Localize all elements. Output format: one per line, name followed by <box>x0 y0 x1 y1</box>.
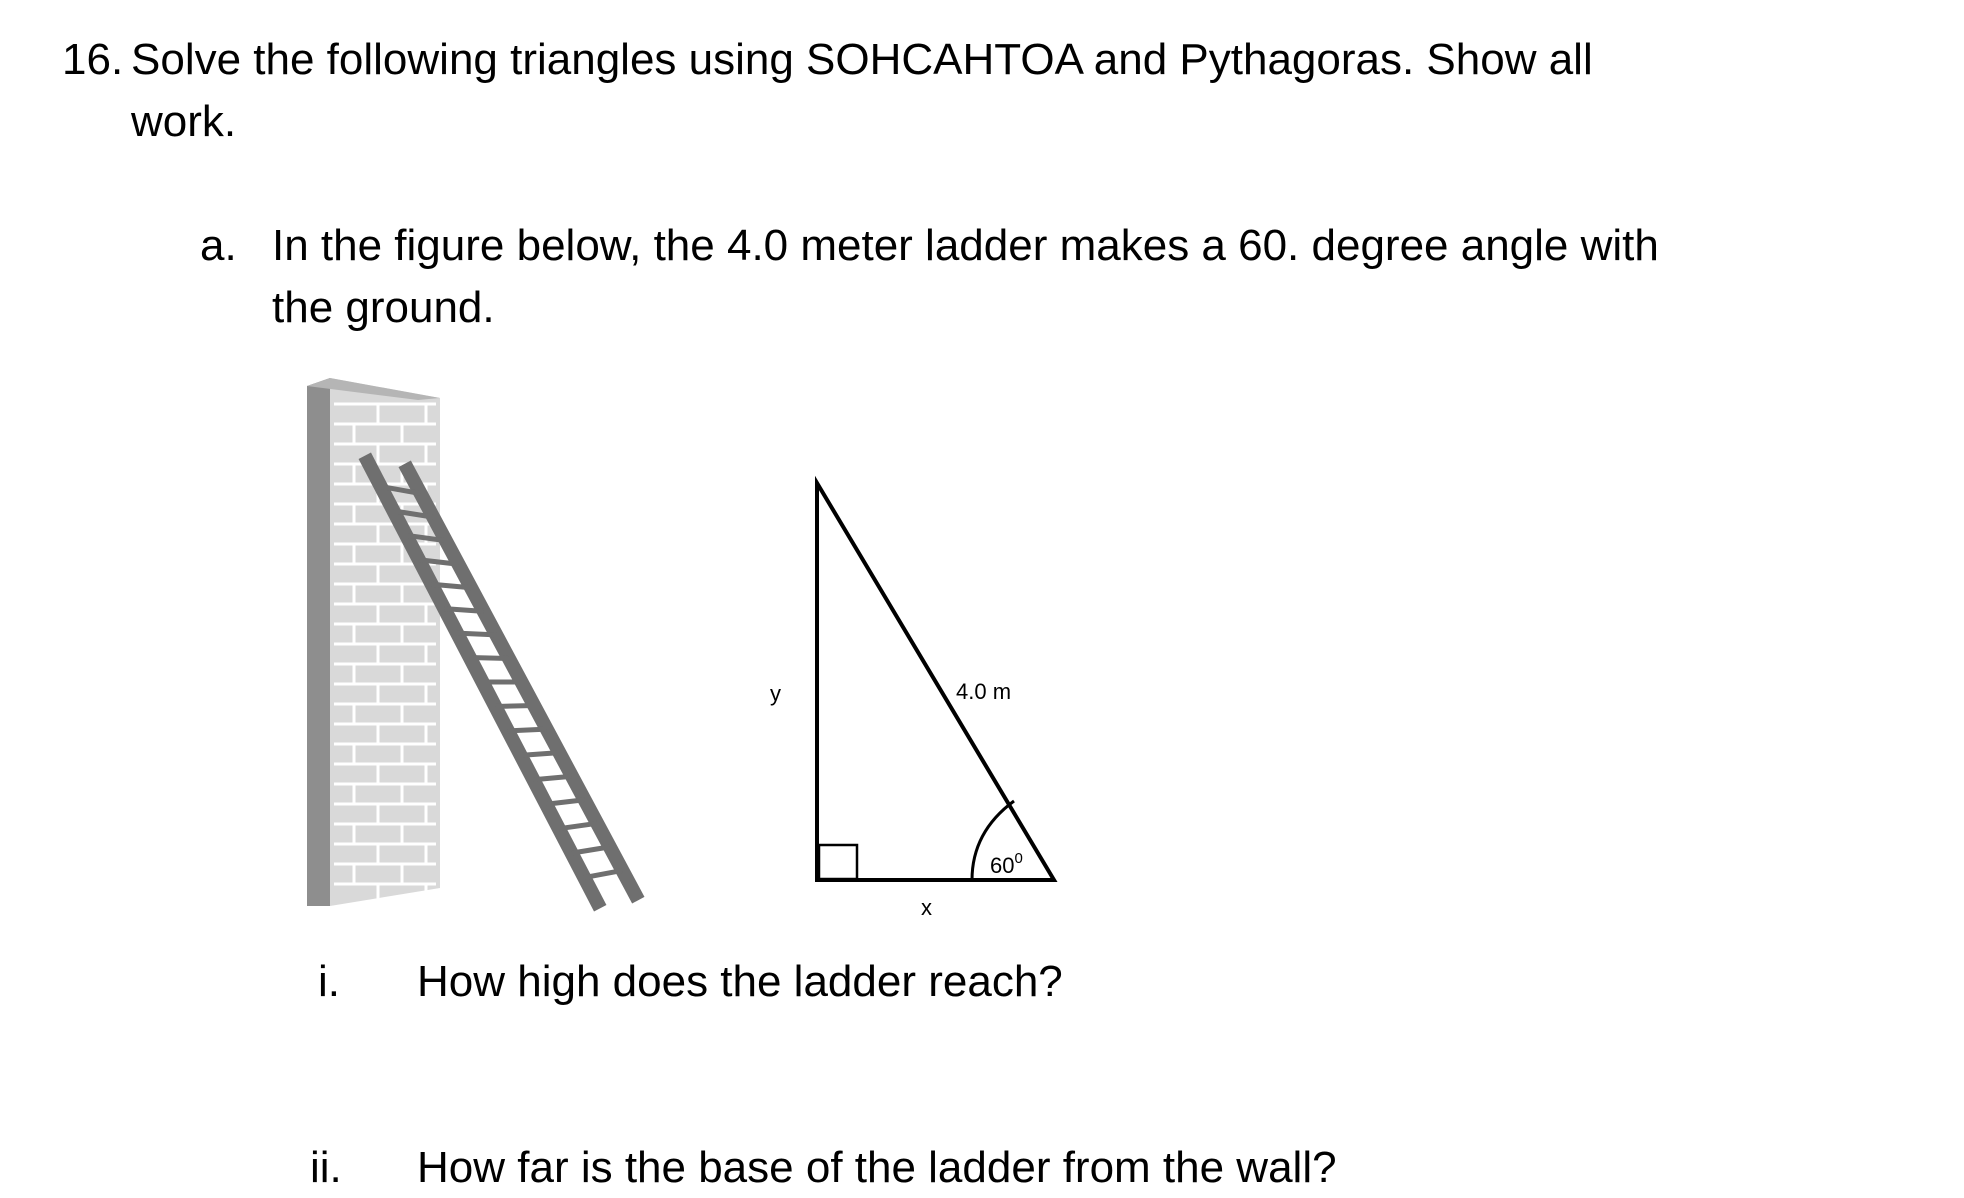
subquestion-numeral-1: i. <box>318 957 340 1006</box>
brick-wall-image <box>307 378 440 906</box>
angle-label <box>990 850 1023 878</box>
right-angle-marker <box>819 845 857 879</box>
triangle-outline <box>817 483 1054 880</box>
horizontal-side-label: x <box>921 895 932 920</box>
right-triangle-diagram <box>770 483 1054 920</box>
hypotenuse-label: 4.0 m <box>956 679 1012 704</box>
angle-degree-mark: 0 <box>1014 850 1023 867</box>
question-text-line1: Solve the following triangles using SOHCAHTOA and Pythagoras. Show all <box>131 35 1593 84</box>
part-a-text-line2: the ground. <box>272 283 495 332</box>
subquestion-text-2: How far is the base of the ladder from the wall? <box>417 1143 1337 1192</box>
subquestion-text-1: How high does the ladder reach? <box>417 957 1063 1006</box>
question-number: 16. <box>62 35 124 84</box>
vertical-side-label: y <box>770 681 781 706</box>
part-a-letter: a. <box>200 221 237 270</box>
subquestion-numeral-2: ii. <box>310 1143 342 1192</box>
angle-value: 60 <box>990 853 1015 878</box>
part-a-text-line1: In the figure below, the 4.0 meter ladder makes a 60. degree angle with <box>272 221 1659 270</box>
question-text-line2: work. <box>131 97 237 146</box>
